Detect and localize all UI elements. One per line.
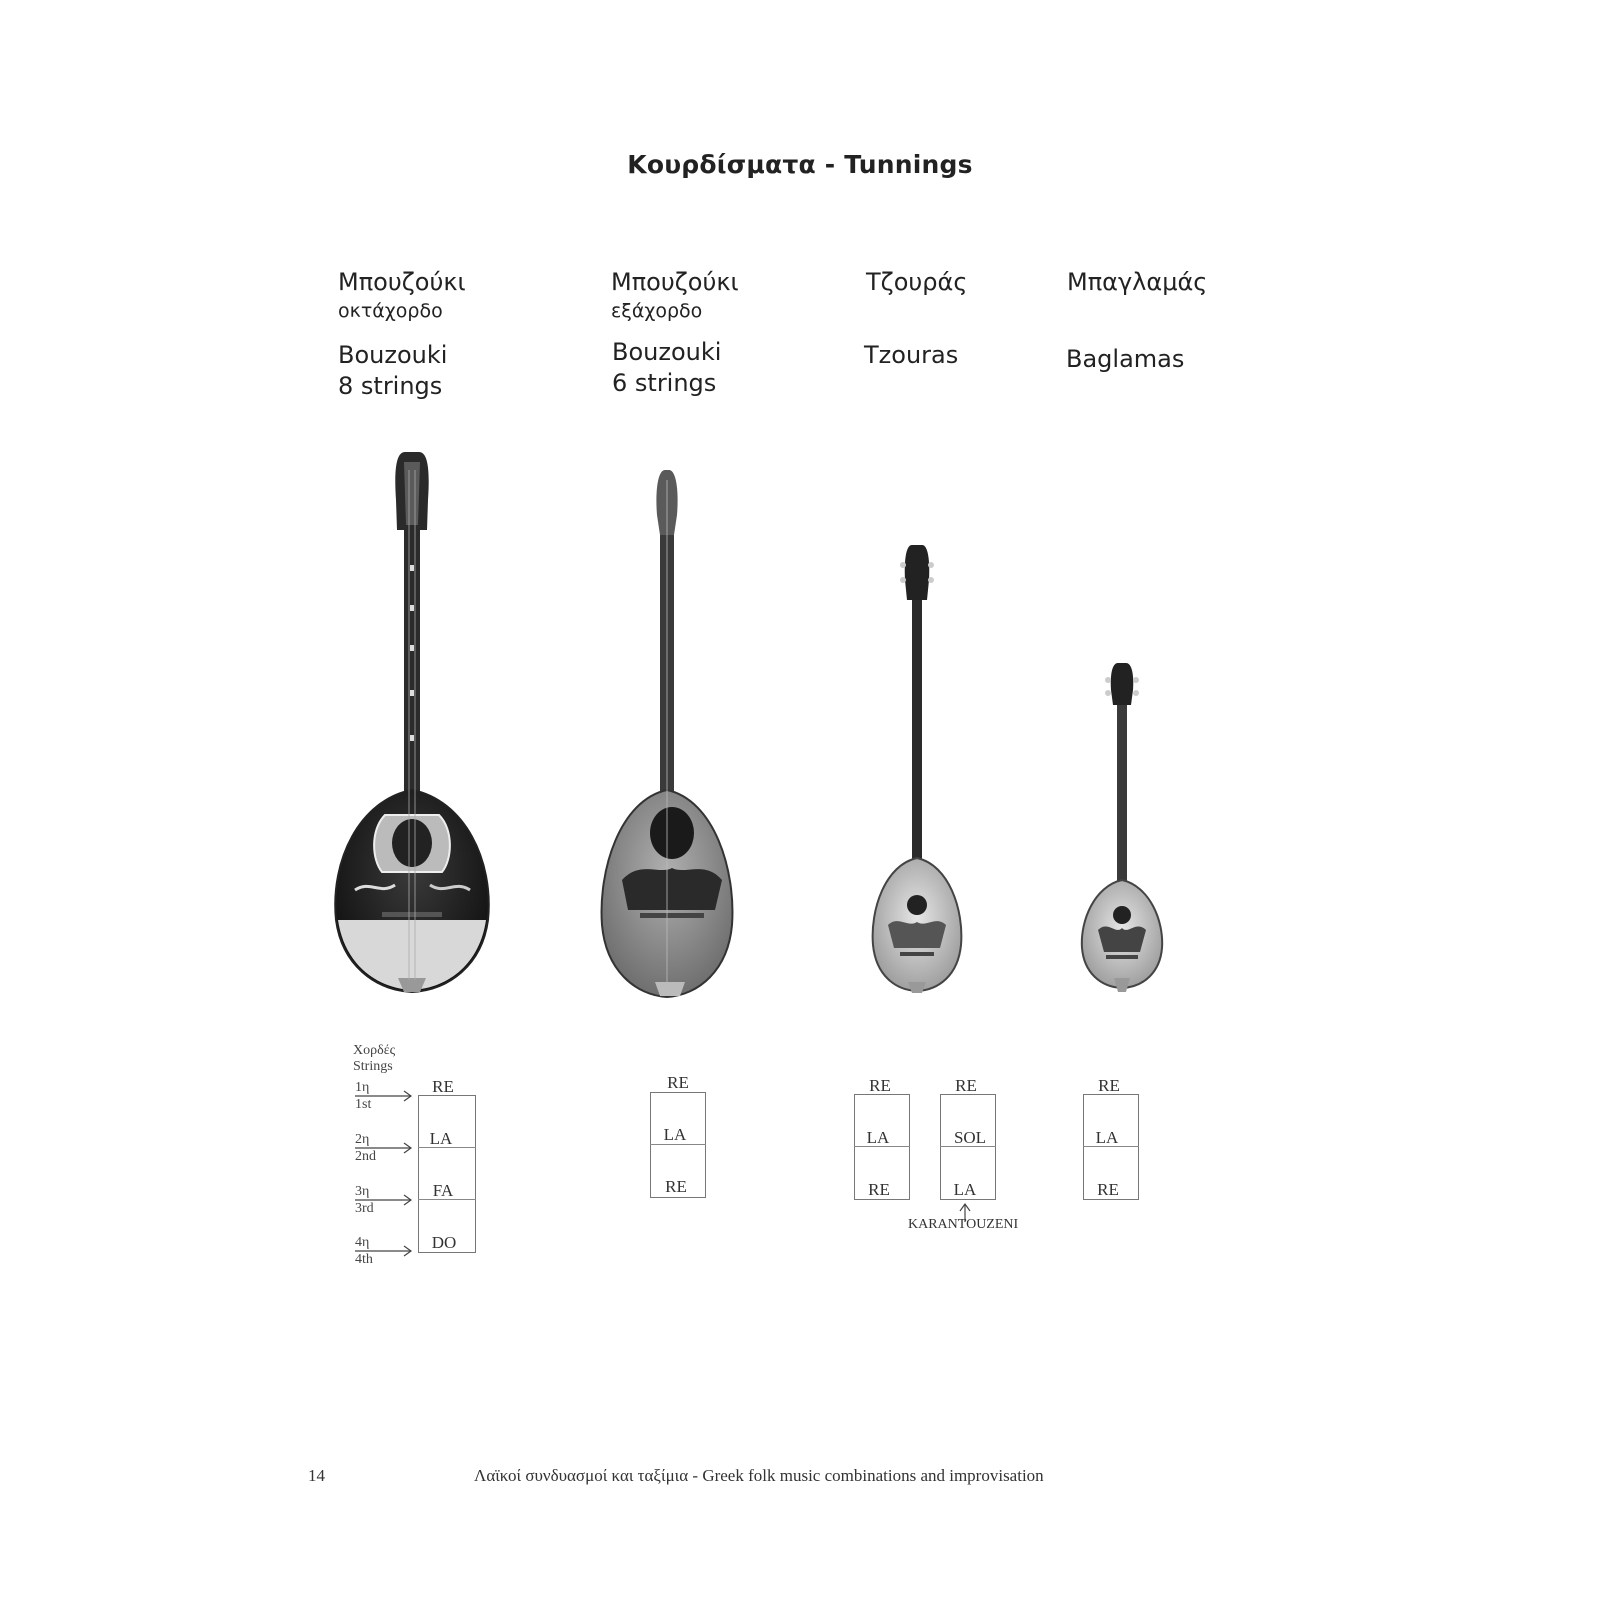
karantouzeni-label: KARANTOUZENI xyxy=(908,1217,1019,1232)
page-title: Κουρδίσματα - Tunnings xyxy=(627,150,973,179)
string-2-greek: 2η xyxy=(355,1132,370,1147)
bouzouki-8-string-1-note: RE xyxy=(432,1077,454,1096)
bouzouki-6-string-1-note: RE xyxy=(667,1073,689,1092)
instrument-4-greek-name: Μπαγλαμάς xyxy=(1067,268,1208,296)
bouzouki-8-strings-image xyxy=(335,452,489,992)
instrument-2-english-strings: 6 strings xyxy=(612,369,717,397)
string-3-english: 3rd xyxy=(355,1201,374,1216)
instrument-1-greek-subtitle: οκτάχορδο xyxy=(338,300,443,322)
instrument-3-greek-name: Τζουράς xyxy=(866,268,968,296)
instrument-1-english-strings: 8 strings xyxy=(338,372,443,400)
strings-header-english: Strings xyxy=(353,1059,393,1074)
bouzouki-6-string-3-note: RE xyxy=(665,1177,687,1196)
bouzouki-8-tuning-box xyxy=(418,1095,476,1253)
tzouras-image xyxy=(873,545,962,993)
instrument-2-english-name: Bouzouki xyxy=(612,338,722,366)
baglamas-string-2-note: LA xyxy=(1095,1128,1119,1147)
bouzouki-8-string-2-note: LA xyxy=(429,1129,453,1148)
instrument-2-greek-name: Μπουζούκι xyxy=(611,268,739,296)
karantouzeni-string-3-note: LA xyxy=(953,1180,977,1199)
page-number: 14 xyxy=(308,1466,325,1485)
karantouzeni-string-2-note: SOL xyxy=(953,1128,987,1147)
footer-text: Λαϊκοί συνδυασμοί και ταξίμια - Greek folk music combinations and improvisation xyxy=(474,1466,1044,1485)
instrument-1-english-name: Bouzouki xyxy=(338,341,448,369)
bouzouki-8-string-4-note: DO xyxy=(431,1233,457,1252)
instrument-4-english-name: Baglamas xyxy=(1066,345,1185,373)
string-4-greek: 4η xyxy=(355,1235,370,1250)
string-3-greek: 3η xyxy=(355,1184,370,1199)
strings-header-greek: Χορδές xyxy=(353,1043,396,1058)
tzouras-string-3-note: RE xyxy=(868,1180,890,1199)
string-4-english: 4th xyxy=(355,1252,373,1267)
bouzouki-6-strings-image xyxy=(602,470,733,997)
string-1-english: 1st xyxy=(355,1097,372,1112)
string-1-greek: 1η xyxy=(355,1080,370,1095)
tzouras-string-1-note: RE xyxy=(869,1076,891,1095)
baglamas-string-3-note: RE xyxy=(1097,1180,1119,1199)
baglamas-image xyxy=(1082,663,1162,992)
tzouras-string-2-note: LA xyxy=(866,1128,890,1147)
string-2-english: 2nd xyxy=(355,1149,376,1164)
bouzouki-6-string-2-note: LA xyxy=(663,1125,687,1144)
baglamas-string-1-note: RE xyxy=(1098,1076,1120,1095)
instrument-3-english-name: Tzouras xyxy=(864,341,959,369)
instrument-1-greek-name: Μπουζούκι xyxy=(338,268,466,296)
instrument-2-greek-subtitle: εξάχορδο xyxy=(611,300,703,322)
karantouzeni-string-1-note: RE xyxy=(955,1076,977,1095)
string-arrows xyxy=(355,1091,411,1256)
bouzouki-8-string-3-note: FA xyxy=(432,1181,454,1200)
